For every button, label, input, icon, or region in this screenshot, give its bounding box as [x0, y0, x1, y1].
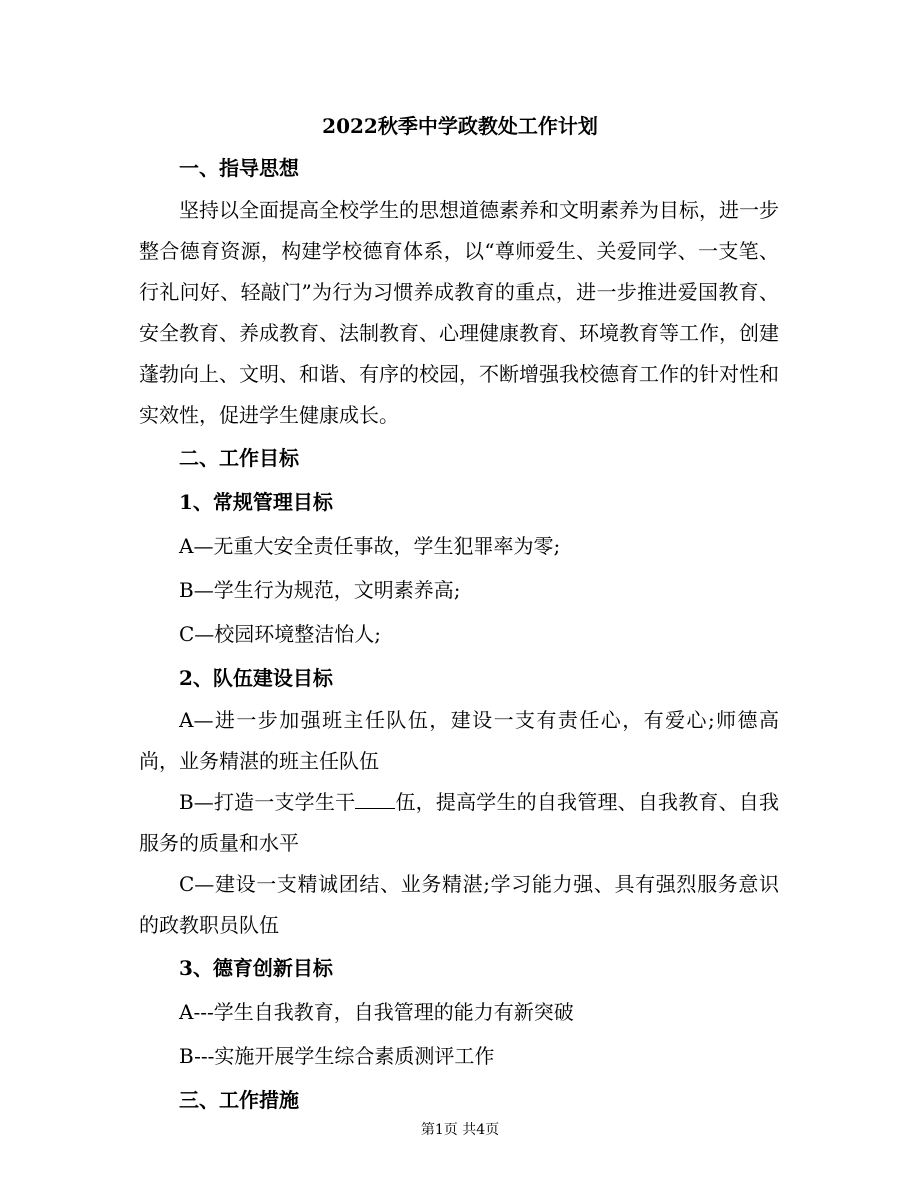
- section-heading-guiding-ideology: 一、指导思想: [179, 156, 299, 180]
- goal-item-2a: A—进一步加强班主任队伍，建设一支有责任心，有爱心;师德高尚，业务精湛的班主任队伍: [139, 708, 779, 773]
- goal-item-2c: C—建设一支精诚团结、业务精湛;学习能力强、具有强烈服务意识的政教职员队伍: [139, 872, 779, 937]
- paragraph-guiding-ideology: 坚持以全面提高全校学生的思想道德素养和文明素养为目标，进一步整合德育资源，构建学校德育体系，以“尊师爱生、关爱同学、一支笔、行礼问好、轻敲门”为行为习惯养成教育的重点，进一步推进爱国教育、安全教育、养成教育、法制教育、心理健康教育、环境教育等工作，创建蓬勃向上、文明、和谐、有序的校园，不断增强我校德育工作的针对性和实效性，促进学生健康成长。: [139, 198, 779, 427]
- goal-item-1c: C—校园环境整洁怡人;: [179, 622, 382, 646]
- goal-item-1a: A—无重大安全责任事故，学生犯罪率为零;: [179, 534, 561, 558]
- section-heading-work-measures: 三、工作措施: [179, 1088, 299, 1112]
- subheading-moral-innovation: 3、德育创新目标: [179, 956, 333, 980]
- document-title: 2022秋季中学政教处工作计划: [322, 114, 598, 138]
- subheading-team-building: 2、队伍建设目标: [179, 666, 333, 690]
- goal-item-2b-start: B—打造一支学生干: [179, 790, 356, 814]
- goal-item-2b-end: 伍，提高学生的自我管理、自我教育、自我服务的质量和水平: [139, 790, 780, 855]
- goal-item-3b: B---实施开展学生综合素质测评工作: [179, 1044, 495, 1068]
- goal-item-2b: [139, 782, 779, 864]
- page-number-footer: 第1页 共4页: [420, 1122, 500, 1138]
- section-heading-work-goals: 二、工作目标: [179, 446, 299, 470]
- goal-item-1b: B—学生行为规范，文明素养高;: [179, 578, 461, 602]
- document-body: [139, 146, 779, 1122]
- goal-item-3a: A---学生自我教育，自我管理的能力有新突破: [179, 1000, 574, 1024]
- blank-underline: [355, 790, 395, 809]
- subheading-routine-management: 1、常规管理目标: [179, 490, 333, 514]
